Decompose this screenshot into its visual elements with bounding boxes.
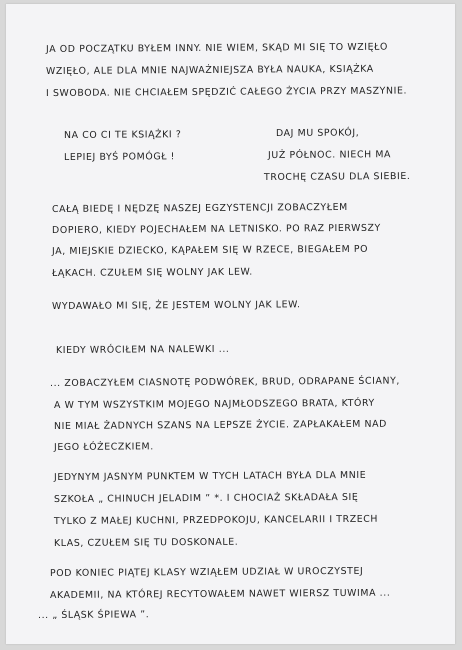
dialogue-right-line: TROCHĘ CZASU DLA SIEBIE.	[263, 170, 411, 183]
text-line: ... „ ŚLĄSK ŚPIEWA ”.	[37, 609, 150, 621]
dialogue-left-line: LEPIEJ BYŚ POMÓGŁ !	[63, 151, 176, 163]
text-line: NIE MIAŁ ŻADNYCH SZANS NA LEPSZE ŻYCIE. ZAPŁAKAŁEM NAD	[53, 418, 388, 432]
text-line: WYDAWAŁO MI SIĘ, ŻE JESTEM WOLNY JAK LEW.	[51, 299, 301, 312]
dialogue-right-line: JUŻ PÓŁNOC. NIECH MA	[267, 149, 392, 161]
manuscript-page	[6, 4, 455, 644]
text-line: ŁĄKACH. CZUŁEM SIĘ WOLNY JAK LEW.	[51, 266, 253, 279]
text-line: A W TYM WSZYSTKIM MOJEGO NAJMŁODSZEGO BRATA, KTÓRY	[53, 397, 375, 411]
text-line: KLAS, CZUŁEM SIĘ TU DOSKONALE.	[53, 536, 239, 549]
text-line: KIEDY WRÓCIŁEM NA NALEWKI ...	[55, 343, 230, 356]
text-line: JA OD POCZĄTKU BYŁEM INNY. NIE WIEM, SKĄD MI SIĘ TO WZIĘŁO	[45, 41, 388, 55]
text-line: WZIĘŁO, ALE DLA MNIE NAJWAŻNIEJSZA BYŁA NAUKA, KSIĄŻKA	[45, 63, 374, 77]
text-line: ... ZOBACZYŁEM CIASNOTĘ PODWÓREK, BRUD, ODRAPANE ŚCIANY,	[49, 375, 401, 389]
text-line: SZKOŁA „ CHINUCH JELADIM ” *. I CHOCIAŻ SKŁADAŁA SIĘ	[53, 491, 359, 505]
text-line: I SWOBODA. NIE CHCIAŁEM SPĘDZIĆ CAŁEGO ŻYCIA PRZY MASZYNIE.	[45, 85, 408, 99]
text-line: CAŁĄ BIEDĘ I NĘDZĘ NASZEJ EGZYSTENCJI ZOBACZYŁEM	[51, 201, 348, 215]
text-line: TYLKO Z MAŁEJ KUCHNI, PRZEDPOKOJU, KANCELARII I TRZECH	[53, 513, 379, 527]
dialogue-right-line: DAJ MU SPOKÓJ,	[275, 127, 360, 139]
text-line: JEDYNYM JASNYM PUNKTEM W TYCH LATACH BYŁA DLA MNIE	[53, 469, 367, 483]
text-line: AKADEMII, NA KTÓREJ RECYTOWAŁEM NAWET WIERSZ TUWIMA ...	[49, 587, 391, 601]
text-line: POD KONIEC PIĄTEJ KLASY WZIĄŁEM UDZIAŁ W UROCZYSTEJ	[49, 565, 364, 579]
text-line: JEGO ŁÓŻECZKIEM.	[53, 441, 154, 453]
text-line: DOPIERO, KIEDY POJECHAŁEM NA LETNISKO. PO RAZ PIERWSZY	[51, 222, 381, 236]
dialogue-left-line: NA CO CI TE KSIĄŻKI ?	[63, 129, 182, 141]
text-line: JA, MIEJSKIE DZIECKO, KĄPAŁEM SIĘ W RZECE, BIEGAŁEM PO	[51, 243, 369, 257]
